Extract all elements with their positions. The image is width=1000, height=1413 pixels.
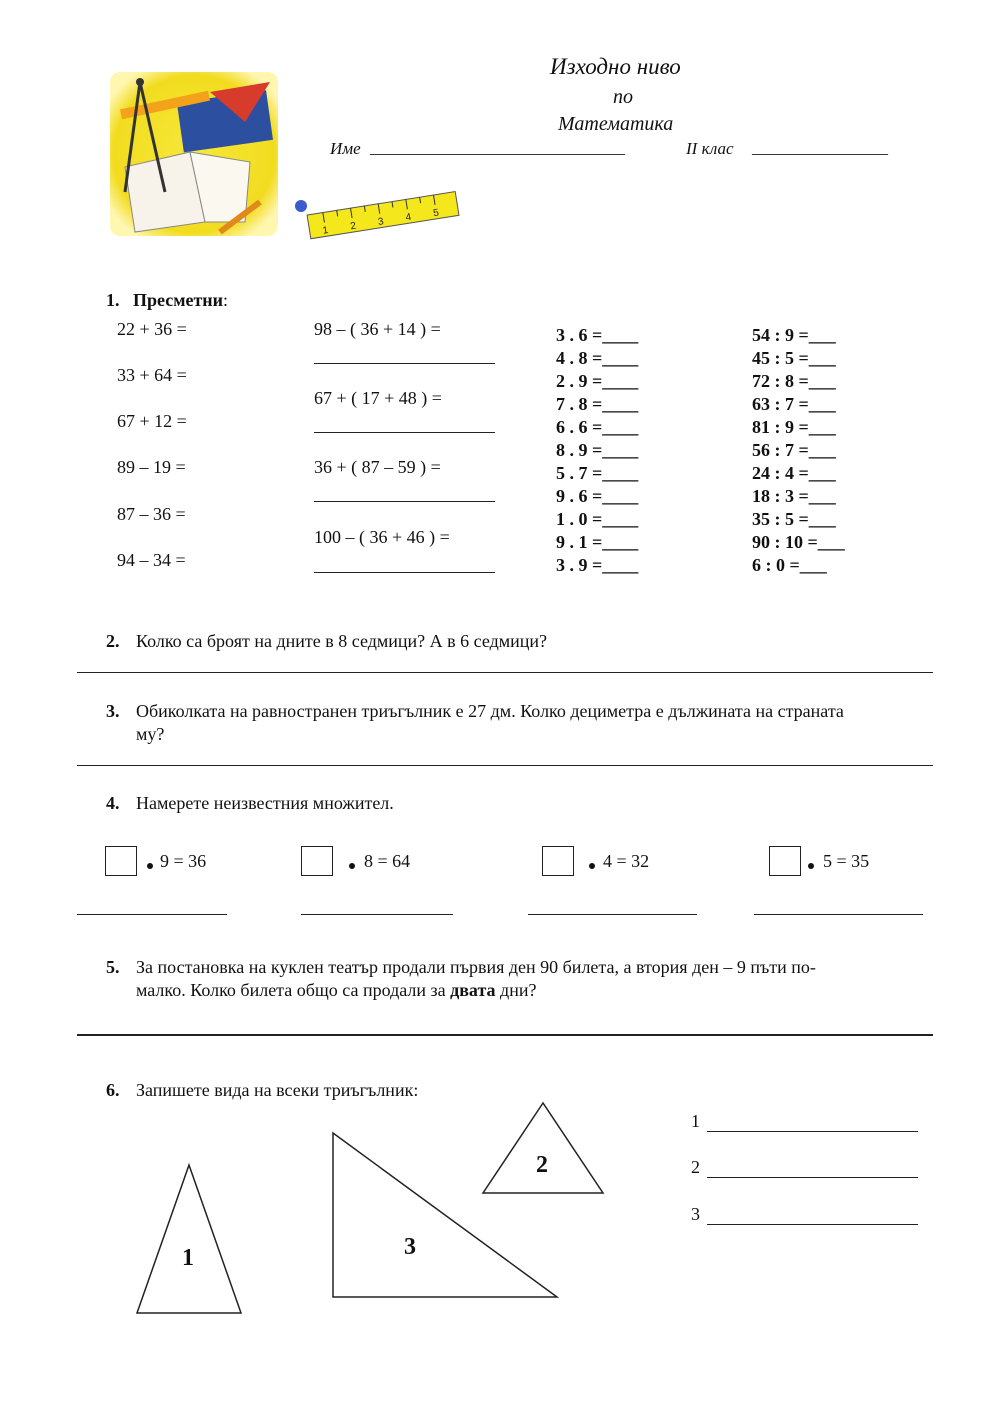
task6-text: Запишете вида на всеки триъгълник: [136, 1080, 419, 1100]
task5-number: 5. [106, 957, 120, 977]
expression: 100 – ( 36 + 46 ) = [314, 527, 450, 547]
ruler-number: 4 [404, 211, 413, 224]
name-field[interactable]: ______________________________ [370, 138, 625, 157]
answer-line[interactable] [707, 1224, 918, 1225]
school-supplies-icon [110, 72, 278, 236]
triangle-label-3: 3 [404, 1234, 416, 1260]
answer-line[interactable] [528, 914, 697, 915]
multiply-dot-icon [808, 863, 814, 869]
multiply-dot-icon [147, 863, 153, 869]
ruler-number: 3 [377, 216, 385, 228]
triangle-label-1: 1 [182, 1245, 194, 1271]
unknown-factor-box[interactable] [105, 846, 137, 876]
expression: 94 – 34 = [117, 550, 186, 570]
expression[interactable]: 5 . 7 =____ [556, 463, 639, 483]
task1-colon: : [223, 290, 229, 310]
expression[interactable]: 6 . 6 =____ [556, 417, 639, 437]
multiply-dot-icon [589, 863, 595, 869]
answer-line[interactable] [77, 914, 227, 915]
class-label: II клас [686, 139, 734, 158]
expression[interactable]: 3 . 6 =____ [556, 325, 639, 345]
ruler-graphic [294, 185, 464, 240]
task1-heading [106, 290, 228, 311]
triangle-label-2: 2 [536, 1152, 548, 1178]
expression[interactable]: 56 : 7 =___ [752, 440, 836, 460]
task5-text-emphasis: двата [450, 980, 496, 1000]
expression[interactable]: 6 : 0 =___ [752, 555, 827, 575]
expression: 67 + 12 = [117, 411, 187, 431]
answer-line[interactable] [314, 432, 495, 433]
ruler-number: 1 [321, 224, 330, 237]
expression: 33 + 64 = [117, 365, 187, 385]
expression: 98 – ( 36 + 14 ) = [314, 319, 441, 339]
answer-number: 1 [691, 1111, 700, 1131]
ruler-icon [294, 185, 464, 240]
expression[interactable]: 45 : 5 =___ [752, 348, 836, 368]
task5-text-line1: За постановка на куклен театър продали първия ден 90 билета, а втория ден – 9 пъти по- [136, 957, 816, 977]
ruler-number: 2 [349, 220, 357, 233]
expression[interactable]: 81 : 9 =___ [752, 417, 836, 437]
subject-label: Математика [558, 113, 674, 135]
task5-answer-line[interactable] [77, 1034, 933, 1036]
expression[interactable]: 72 : 8 =___ [752, 371, 836, 391]
task4-text: Намерете неизвестния множител. [136, 793, 394, 813]
task5-text-part: дни? [495, 980, 537, 1000]
triangle-2 [483, 1103, 603, 1193]
expression[interactable]: 24 : 4 =___ [752, 463, 836, 483]
class-field[interactable]: ________________ [752, 138, 888, 157]
task3-number: 3. [106, 701, 120, 721]
task1-title: Пресметни [133, 290, 224, 310]
triangles-figure [0, 1090, 680, 1330]
equation-rest: 4 = 32 [603, 851, 650, 871]
expression: 67 + ( 17 + 48 ) = [314, 388, 442, 408]
task5-text-part: малко. Колко билета общо са продали за [136, 980, 451, 1000]
answer-line[interactable] [314, 572, 495, 573]
expression[interactable]: 1 . 0 =____ [556, 509, 639, 529]
triangle-3 [333, 1133, 557, 1297]
expression: 87 – 36 = [117, 504, 186, 524]
task2-answer-line[interactable] [77, 672, 933, 673]
expression[interactable]: 2 . 9 =____ [556, 371, 639, 391]
answer-line[interactable] [314, 501, 495, 502]
unknown-factor-box[interactable] [542, 846, 574, 876]
multiply-dot-icon [349, 863, 355, 869]
unknown-factor-box[interactable] [769, 846, 801, 876]
answer-line[interactable] [314, 363, 495, 364]
task2-number: 2. [106, 631, 120, 651]
task1-number: 1. [106, 290, 120, 310]
task2-text: Колко са броят на дните в 8 седмици? А в 6 седмици? [136, 631, 548, 651]
answer-line[interactable] [707, 1177, 918, 1178]
expression[interactable]: 4 . 8 =____ [556, 348, 639, 368]
ruler-number: 5 [432, 207, 440, 220]
equation-rest: 5 = 35 [823, 851, 870, 871]
expression[interactable]: 35 : 5 =___ [752, 509, 836, 529]
answer-line[interactable] [707, 1131, 918, 1132]
subtitle-po: по [613, 86, 633, 108]
unknown-factor-box[interactable] [301, 846, 333, 876]
expression: 89 – 19 = [117, 457, 186, 477]
task3-text-line1: Обиколката на равностранен триъгълник е 27 дм. Колко дециметра е дължината на страната [136, 701, 844, 721]
answer-line[interactable] [754, 914, 923, 915]
expression[interactable]: 7 . 8 =____ [556, 394, 639, 414]
expression[interactable]: 8 . 9 =____ [556, 440, 639, 460]
expression[interactable]: 90 : 10 =___ [752, 532, 845, 552]
equation-rest: 9 = 36 [160, 851, 207, 871]
expression[interactable]: 9 . 1 =____ [556, 532, 639, 552]
equation-rest: 8 = 64 [364, 851, 411, 871]
answer-number: 2 [691, 1157, 700, 1177]
expression[interactable]: 3 . 9 =____ [556, 555, 639, 575]
expression[interactable]: 63 : 7 =___ [752, 394, 836, 414]
expression[interactable]: 54 : 9 =___ [752, 325, 836, 345]
expression[interactable]: 9 . 6 =____ [556, 486, 639, 506]
expression: 36 + ( 87 – 59 ) = [314, 457, 441, 477]
task4-number: 4. [106, 793, 120, 813]
name-label: Име [330, 139, 361, 158]
answer-line[interactable] [301, 914, 453, 915]
header-illustration [110, 72, 278, 236]
task3-text-line2: му? [136, 724, 165, 744]
triangle-1 [137, 1165, 241, 1313]
task6-number: 6. [106, 1080, 120, 1100]
task5-text-line2 [136, 980, 536, 1001]
answer-number: 3 [691, 1204, 700, 1224]
expression: 22 + 36 = [117, 319, 187, 339]
task3-answer-line[interactable] [77, 765, 933, 766]
expression[interactable]: 18 : 3 =___ [752, 486, 836, 506]
page-title: Изходно ниво [550, 54, 681, 79]
